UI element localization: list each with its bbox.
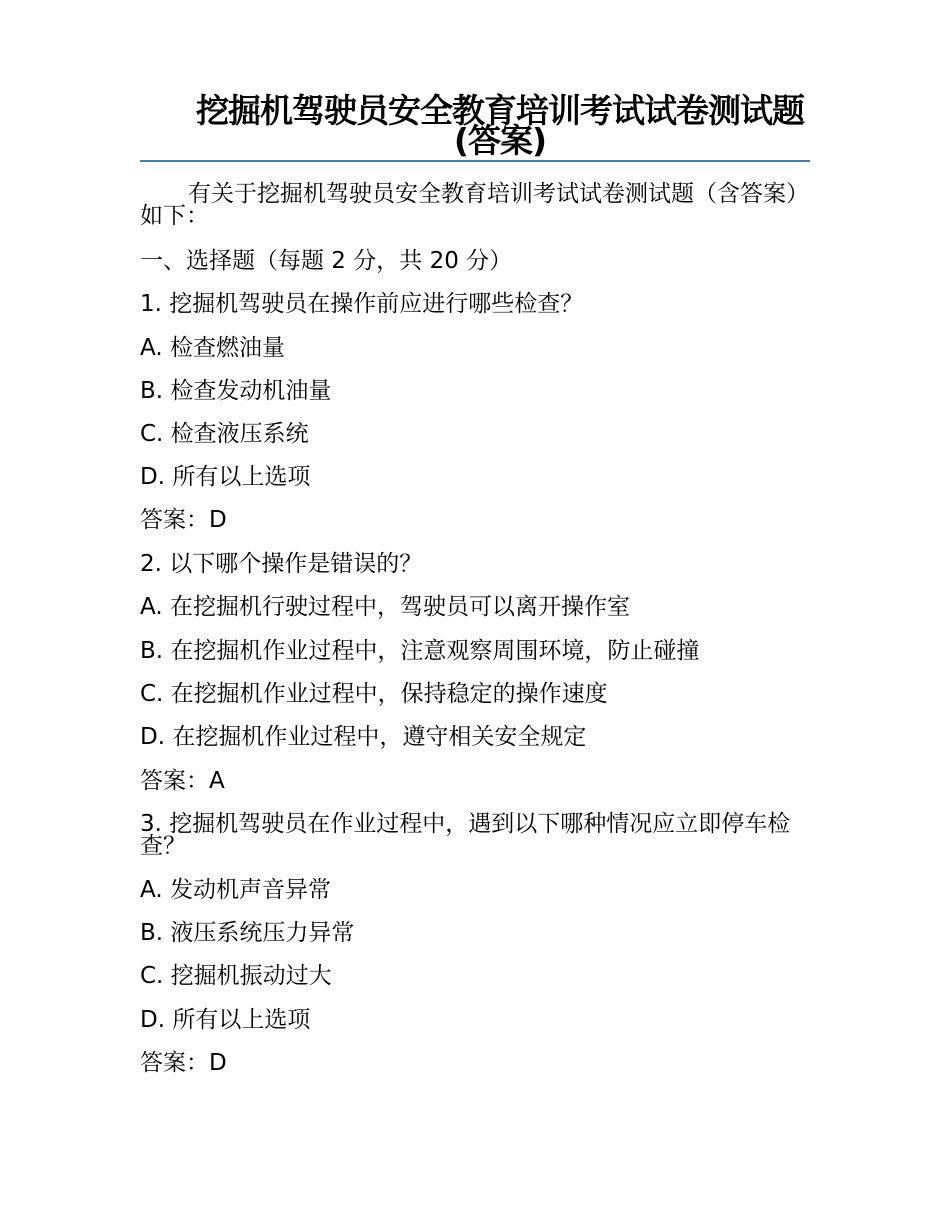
q3-option-c: C. 挖掘机振动过大 [140,963,332,989]
section-heading: 一、选择题（每题 2 分，共 20 分） [140,248,513,274]
q3-option-a: A. 发动机声音异常 [140,877,331,903]
q2-option-c: C. 在挖掘机作业过程中，保持稳定的操作速度 [140,681,608,707]
question-2: 2. 以下哪个操作是错误的？ [140,551,423,577]
q2-option-d: D. 在挖掘机作业过程中，遵守相关安全规定 [140,724,587,750]
q1-answer: 答案：D [140,507,227,533]
question-1: 1. 挖掘机驾驶员在操作前应进行哪些检查？ [140,291,584,317]
q2-option-b: B. 在挖掘机作业过程中，注意观察周围环境，防止碰撞 [140,638,700,664]
q2-answer: 答案：A [140,768,225,794]
q3-option-b: B. 液压系统压力异常 [140,920,355,946]
q1-option-c: C. 检查液压系统 [140,421,309,447]
q2-option-a: A. 在挖掘机行驶过程中，驾驶员可以离开操作室 [140,594,630,620]
q1-option-b: B. 检查发动机油量 [140,378,332,404]
document-title: 挖掘机驾驶员安全教育培训考试试卷测试题(答案) [196,91,804,160]
q3-option-d: D. 所有以上选项 [140,1007,311,1033]
q1-option-d: D. 所有以上选项 [140,464,311,490]
intro-paragraph: 有关于挖掘机驾驶员安全教育培训考试试卷测试题（含答案）如下： [140,181,809,229]
q3-answer: 答案：D [140,1050,227,1076]
q1-option-a: A. 检查燃油量 [140,335,285,361]
question-3: 3. 挖掘机驾驶员在作业过程中，遇到以下哪种情况应立即停车检查？ [140,811,791,859]
title-divider [140,160,810,162]
